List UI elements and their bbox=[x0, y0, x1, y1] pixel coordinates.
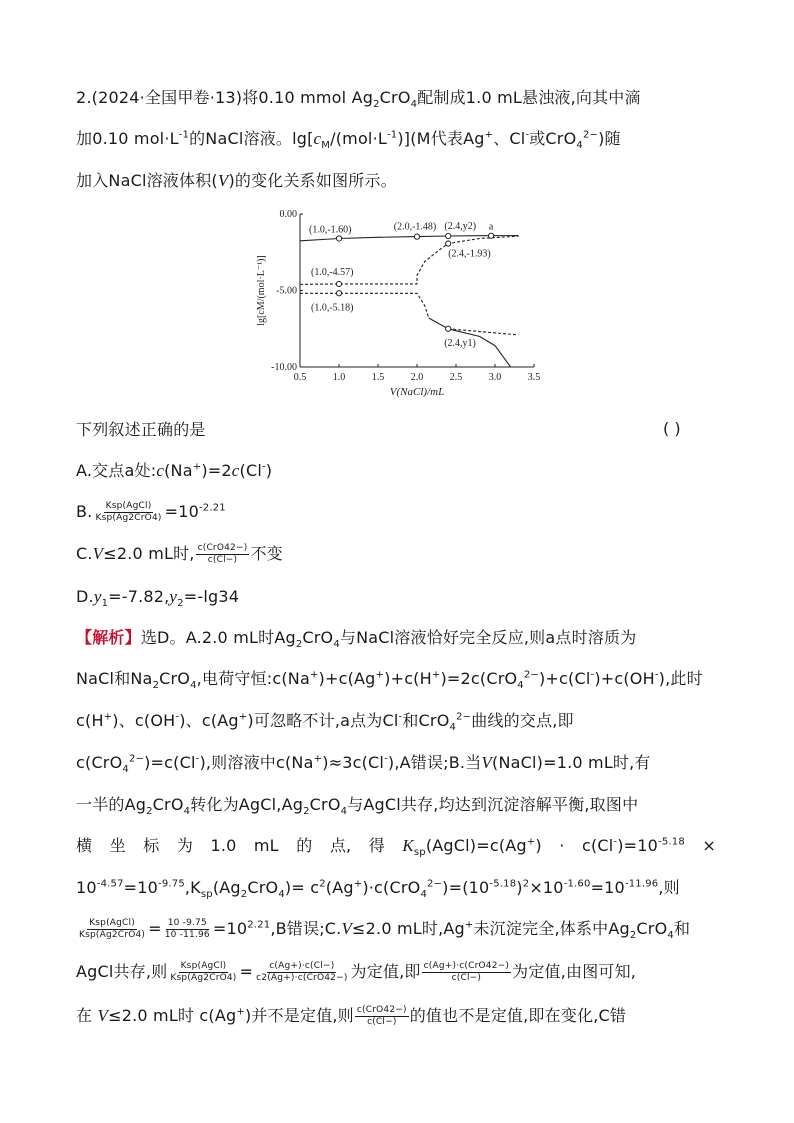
x-axis-label: V(NaCl)/mL bbox=[389, 386, 445, 398]
data-point bbox=[336, 236, 341, 241]
question-line-1: 2.(2024·全国甲卷·13)将0.10 mmol $Ag_2CrO_4$配制成1.0 mL悬浊液,向其中滴 bbox=[76, 88, 641, 111]
y-tick-label: 0.00 bbox=[279, 209, 297, 220]
x-tick-label: 1.5 bbox=[371, 372, 385, 383]
fraction: $\frac{\text{Ksp(AgCl)}}{\text{Ksp(Ag2CrO4)}}$ bbox=[79, 918, 146, 940]
chart-points bbox=[309, 221, 494, 349]
analysis-line-9: AgCl共存,则 $\frac{\text{Ksp(AgCl)}}{\text{Ksp(Ag2CrO4)}}$ = $\frac{c(Ag+)\cdot c(Cl-)}{\text{c2(Ag+)·c(CrO42−)}}$ 为定值,即 $\frac{\text{c(Ag+)·c(CrO42−)}}{c(Cl-)}$ 为定值,由图可知, bbox=[76, 961, 637, 983]
data-point bbox=[336, 281, 341, 286]
analysis-line-7: $10^{-4.57}=10^{-9.75},K_{sp}(Ag_2CrO_4)= c^2(Ag^+)\cdot c(CrO_4^{2-})=(10^{-5.18})^2\times 10^{-1.60}=10^{-11.96}$,则 bbox=[76, 878, 680, 901]
x-tick-label: 2.0 bbox=[410, 372, 424, 383]
y-tick-label: -5.00 bbox=[276, 285, 297, 297]
data-point bbox=[446, 233, 451, 238]
point-label: (2.4,y1) bbox=[444, 337, 476, 349]
analysis-line-3: c(H+)、c(OH-)、c(Ag+)可忽略不计,a点为Cl-和CrO$_4^{2-}$曲线的交点,即 bbox=[76, 711, 574, 734]
option-a: A.交点a处:c(Na+)=2c(Cl-) bbox=[76, 461, 273, 480]
analysis-line-6: 横 坐 标 为 1.0 mL 的 点, 得 $K_{sp}(AgCl)=c(Ag^+)$ · $c(Cl^-)=10^{-5.18}$ × bbox=[76, 836, 716, 859]
data-point bbox=[446, 326, 451, 331]
question-prompt: 下列叙述正确的是 bbox=[76, 420, 206, 439]
y-axis-label: lg[cM/(mol·L⁻¹)] bbox=[256, 255, 267, 326]
fraction: $\frac{\text{c(Ag+)·c(CrO42−)}}{c(Cl-)}$ bbox=[423, 961, 510, 983]
point-label: (2.4,y2) bbox=[444, 221, 477, 233]
fraction: $\frac{\text{Ksp(AgCl)}}{\text{Ksp(Ag2CrO4)}}$ bbox=[95, 501, 162, 523]
option-b: B. $\frac{\text{Ksp(AgCl)}}{\text{Ksp(Ag2CrO4)}}$ $=10^{-2.21}$ bbox=[76, 501, 226, 523]
analysis-line-10: 在 V≤2.0 mL时 c(Ag+)并不是定值,则 $\frac{\text{c(CrO42−)}}{c(Cl-)}$ 的值也不是定值,即在变化,C错 bbox=[76, 1005, 627, 1027]
data-point bbox=[489, 233, 494, 238]
option-d: $D.y_1=-7.82,y_2=-\lg 34$ bbox=[76, 587, 240, 610]
data-point bbox=[446, 241, 451, 246]
point-label: (1.0,-5.18) bbox=[311, 302, 354, 314]
point-label: (2.4,-1.93) bbox=[448, 248, 491, 260]
fraction: $\frac{\text{Ksp(AgCl)}}{\text{Ksp(Ag2CrO4)}}$ bbox=[170, 961, 237, 983]
x-tick-label: 3.5 bbox=[527, 372, 541, 383]
analysis-line-8: $\frac{\text{Ksp(AgCl)}}{\text{Ksp(Ag2CrO4)}}$ = $\frac{10 -9.75}{10 -11.96}$ $=10^{2.21},B$错误;C.V≤2.0 mL时,Ag+未沉淀完全,体系中$Ag_2CrO_4$和 bbox=[79, 918, 691, 942]
answer-blank: ( ) bbox=[663, 419, 681, 438]
fraction: $\frac{10 -9.75}{10 -11.96}$ bbox=[164, 918, 210, 940]
analysis-line-4: c(CrO$_4^{2-}$)=c(Cl-),则溶液中c(Na+)≈3c(Cl-),A错误;B.当V(NaCl)=1.0 mL时,有 bbox=[76, 753, 651, 776]
point-label: (1.0,-4.57) bbox=[311, 266, 354, 278]
analysis-line-1: 【解析】选D。A.2.0 mL时$Ag_2CrO_4$与NaCl溶液恰好完全反应,则a点时溶质为 bbox=[76, 628, 637, 651]
question-line-3: 加入NaCl溶液体积(V)的变化关系如图所示。 bbox=[76, 171, 397, 190]
data-point bbox=[414, 234, 419, 239]
analysis-line-2: NaCl和$Na_2CrO_4$,电荷守恒:c(Na+)+c(Ag+)+c(H+)=2c(CrO$_4^{2-}$)+c(Cl-)+c(OH-),此时 bbox=[76, 669, 703, 692]
fraction: $\frac{\text{c(CrO42−)}}{c(Cl-)}$ bbox=[197, 543, 248, 565]
point-label: (2.0,-1.48) bbox=[393, 221, 437, 233]
x-tick-label: 1.0 bbox=[332, 372, 346, 383]
point-label: a bbox=[488, 221, 494, 233]
fraction: $\frac{c(Ag+)\cdot c(Cl-)}{\text{c2(Ag+)·c(CrO42−)}}$ bbox=[256, 961, 348, 983]
chart-figure bbox=[250, 204, 550, 404]
data-point bbox=[336, 291, 341, 296]
analysis-tag: 【解析】 bbox=[76, 628, 141, 647]
analysis-line-5: 一半的$Ag_2CrO_4$转化为$AgCl,Ag_2CrO_4$与AgCl共存,均达到沉淀溶解平衡,取图中 bbox=[76, 795, 639, 818]
option-c: C.V≤2.0 mL时, $\frac{\text{c(CrO42−)}}{c(Cl-)}$ 不变 bbox=[76, 543, 283, 565]
question-line-2: 加0.10 $mol\cdot L^{-1}$的NaCl溶液。$\lg[c_M/(mol\cdot L^{-1})](M$代表Ag+、Cl-或CrO$_4^{2-}$)随 bbox=[76, 129, 621, 152]
point-label: (1.0,-1.60) bbox=[309, 224, 352, 236]
y-tick-label: -10.00 bbox=[271, 362, 297, 373]
fraction: $\frac{\text{c(CrO42−)}}{c(Cl-)}$ bbox=[356, 1005, 407, 1027]
series-line-Cl⁻ bbox=[300, 236, 518, 241]
x-tick-label: 2.5 bbox=[449, 372, 463, 383]
x-tick-label: 3.0 bbox=[488, 372, 502, 383]
x-tick-label: 0.5 bbox=[293, 372, 307, 383]
